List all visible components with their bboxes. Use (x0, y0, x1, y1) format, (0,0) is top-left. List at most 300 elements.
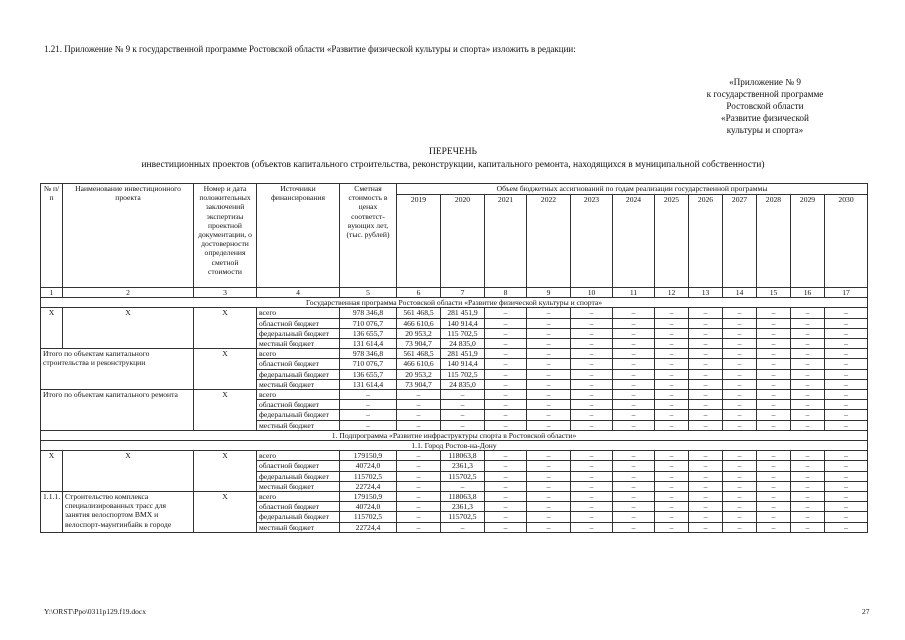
funding-source: областной бюджет (257, 359, 340, 369)
row-expertise: Х (194, 492, 257, 533)
appendix-line: к государственной программе (706, 89, 824, 99)
value-year: – (825, 502, 868, 512)
value-year: – (757, 318, 791, 328)
value-year: – (613, 481, 655, 491)
value-year: – (757, 379, 791, 389)
column-number: 4 (257, 288, 340, 298)
header-year: 2030 (825, 195, 868, 288)
value-year: – (485, 522, 527, 532)
funding-source: областной бюджет (257, 461, 340, 471)
appendix-line: «Приложение № 9 (729, 77, 801, 87)
value-2020: 118063,8 (441, 451, 485, 461)
value-2020: 115702,5 (441, 512, 485, 522)
value-2019: – (397, 522, 441, 532)
value-year: – (571, 390, 613, 400)
value-2019: 73 904,7 (397, 379, 441, 389)
value-2019: 20 953,2 (397, 369, 441, 379)
estimated-cost: – (340, 400, 397, 410)
funding-source: всего (257, 349, 340, 359)
column-number: 2 (63, 288, 194, 298)
funding-source: всего (257, 390, 340, 400)
value-year: – (655, 471, 689, 481)
value-year: – (723, 308, 757, 318)
value-year: – (613, 318, 655, 328)
value-year: – (723, 481, 757, 491)
value-year: – (571, 379, 613, 389)
value-year: – (723, 400, 757, 410)
value-year: – (689, 410, 723, 420)
value-year: – (655, 492, 689, 502)
column-number: 7 (441, 288, 485, 298)
estimated-cost: 978 346,8 (340, 308, 397, 318)
value-year: – (791, 339, 825, 349)
value-year: – (825, 481, 868, 491)
value-year: – (613, 492, 655, 502)
value-year: – (825, 461, 868, 471)
value-2020: – (441, 522, 485, 532)
value-2019: – (397, 390, 441, 400)
value-year: – (825, 328, 868, 338)
value-year: – (613, 522, 655, 532)
value-year: – (689, 461, 723, 471)
value-year: – (655, 318, 689, 328)
value-year: – (571, 461, 613, 471)
appendix-line: «Развитие физической (721, 113, 809, 123)
value-year: – (791, 410, 825, 420)
header-num: № п/п (41, 184, 63, 288)
value-year: – (571, 318, 613, 328)
value-2019: – (397, 461, 441, 471)
value-2019: – (397, 492, 441, 502)
value-year: – (613, 502, 655, 512)
value-year: – (613, 308, 655, 318)
row-num: 1.1.1. (41, 492, 63, 533)
value-year: – (791, 512, 825, 522)
value-year: – (723, 339, 757, 349)
value-2019: 561 468,5 (397, 308, 441, 318)
value-year: – (571, 359, 613, 369)
funding-source: федеральный бюджет (257, 369, 340, 379)
value-year: – (791, 379, 825, 389)
value-year: – (485, 390, 527, 400)
section-heading: Государственная программа Ростовской области «Развитие физической культуры и спорта» (41, 298, 868, 308)
value-year: – (757, 522, 791, 532)
value-year: – (613, 390, 655, 400)
intro-paragraph: 1.21. Приложение № 9 к государственной программе Ростовской области «Развитие физической культуры и спорта» изложить в редакции: (44, 44, 576, 54)
table-row (41, 349, 868, 359)
value-year: – (791, 502, 825, 512)
value-year: – (689, 318, 723, 328)
value-year: – (655, 369, 689, 379)
header-estimated-cost: Сметная стоимость в ценах соответст-вующих лет, (тыс. рублей) (340, 184, 397, 288)
value-year: – (825, 379, 868, 389)
value-2019: – (397, 451, 441, 461)
value-year: – (689, 492, 723, 502)
funding-source: федеральный бюджет (257, 471, 340, 481)
value-year: – (485, 359, 527, 369)
appendix-heading (690, 76, 840, 136)
value-year: – (571, 481, 613, 491)
value-year: – (571, 471, 613, 481)
value-year: – (791, 318, 825, 328)
value-2019: 73 904,7 (397, 339, 441, 349)
header-funding-source: Источники финансирования (257, 184, 340, 288)
row-num: Х (41, 308, 63, 349)
estimated-cost: 131 614,4 (340, 379, 397, 389)
value-year: – (757, 512, 791, 522)
header-year: 2027 (723, 195, 757, 288)
value-year: – (527, 471, 571, 481)
funding-source: федеральный бюджет (257, 512, 340, 522)
value-year: – (689, 451, 723, 461)
value-year: – (571, 410, 613, 420)
value-2020: 115 702,5 (441, 328, 485, 338)
value-year: – (723, 512, 757, 522)
value-year: – (485, 461, 527, 471)
value-year: – (825, 471, 868, 481)
funding-source: местный бюджет (257, 481, 340, 491)
table-row (41, 492, 868, 502)
footer-file-path: Y:\ORST\Ppo\0311p129.f19.docx (44, 607, 146, 616)
funding-source: местный бюджет (257, 339, 340, 349)
value-year: – (723, 451, 757, 461)
value-year: – (655, 522, 689, 532)
value-year: – (655, 400, 689, 410)
header-year: 2024 (613, 195, 655, 288)
value-year: – (485, 400, 527, 410)
value-year: – (757, 451, 791, 461)
estimated-cost: 136 655,7 (340, 328, 397, 338)
value-2020: 24 835,0 (441, 379, 485, 389)
value-year: – (613, 379, 655, 389)
value-year: – (689, 369, 723, 379)
value-year: – (655, 502, 689, 512)
value-2019: – (397, 471, 441, 481)
value-year: – (825, 339, 868, 349)
value-year: – (527, 359, 571, 369)
value-year: – (723, 359, 757, 369)
value-2020: – (441, 400, 485, 410)
value-year: – (825, 349, 868, 359)
value-year: – (723, 379, 757, 389)
value-year: – (613, 339, 655, 349)
value-year: – (723, 502, 757, 512)
value-2020: 115 702,5 (441, 369, 485, 379)
row-project-name: Х (63, 451, 194, 492)
value-year: – (485, 502, 527, 512)
value-year: – (485, 369, 527, 379)
value-year: – (655, 328, 689, 338)
estimated-cost: 22724,4 (340, 481, 397, 491)
estimated-cost: 978 346,8 (340, 349, 397, 359)
value-year: – (485, 379, 527, 389)
value-year: – (791, 471, 825, 481)
value-year: – (571, 512, 613, 522)
value-year: – (527, 379, 571, 389)
value-year: – (655, 339, 689, 349)
value-year: – (485, 451, 527, 461)
value-year: – (757, 400, 791, 410)
value-year: – (571, 502, 613, 512)
value-year: – (791, 359, 825, 369)
value-2020: 115702,5 (441, 471, 485, 481)
value-year: – (689, 502, 723, 512)
estimated-cost: 710 076,7 (340, 318, 397, 328)
section-heading: 1. Подпрограмма «Развитие инфраструктуры спорта в Ростовской области» (41, 430, 868, 440)
column-number: 14 (723, 288, 757, 298)
row-label: Итого по объектам капитального ремонта (41, 390, 194, 431)
value-2019: – (397, 481, 441, 491)
estimated-cost: 22724,4 (340, 522, 397, 532)
column-number: 6 (397, 288, 441, 298)
value-year: – (757, 339, 791, 349)
row-expertise: Х (194, 349, 257, 390)
value-2019: 561 468,5 (397, 349, 441, 359)
value-year: – (655, 390, 689, 400)
value-year: – (757, 410, 791, 420)
header-year: 2025 (655, 195, 689, 288)
value-year: – (791, 451, 825, 461)
footer-page-number: 27 (862, 607, 870, 616)
value-year: – (723, 328, 757, 338)
value-year: – (689, 339, 723, 349)
value-year: – (571, 451, 613, 461)
value-year: – (527, 481, 571, 491)
value-year: – (527, 522, 571, 532)
value-year: – (655, 308, 689, 318)
funding-source: местный бюджет (257, 420, 340, 430)
row-project-name: Х (63, 308, 194, 349)
estimated-cost: – (340, 420, 397, 430)
value-year: – (757, 481, 791, 491)
funding-source: областной бюджет (257, 318, 340, 328)
column-number: 15 (757, 288, 791, 298)
value-year: – (485, 318, 527, 328)
value-year: – (791, 481, 825, 491)
value-2020: 118063,8 (441, 492, 485, 502)
value-year: – (825, 318, 868, 328)
value-year: – (757, 420, 791, 430)
value-year: – (791, 328, 825, 338)
estimated-cost: 115702,5 (340, 471, 397, 481)
value-2020: 140 914,4 (441, 318, 485, 328)
value-2020: 140 914,4 (441, 359, 485, 369)
value-year: – (791, 420, 825, 430)
value-year: – (791, 349, 825, 359)
value-year: – (825, 390, 868, 400)
value-year: – (613, 400, 655, 410)
value-year: – (613, 461, 655, 471)
estimated-cost: 179150,9 (340, 451, 397, 461)
investment-projects-table (40, 183, 868, 533)
section-heading: 1.1. Город Ростов-на-Дону (41, 441, 868, 451)
value-year: – (723, 410, 757, 420)
value-year: – (757, 461, 791, 471)
value-year: – (571, 369, 613, 379)
estimated-cost: 710 076,7 (340, 359, 397, 369)
header-years-group: Объем бюджетных ассигнований по годам реализации государственной программы (397, 184, 868, 195)
column-number: 5 (340, 288, 397, 298)
value-year: – (527, 308, 571, 318)
header-year: 2020 (441, 195, 485, 288)
value-year: – (571, 349, 613, 359)
value-year: – (613, 359, 655, 369)
value-year: – (613, 328, 655, 338)
value-year: – (689, 481, 723, 491)
value-year: – (613, 451, 655, 461)
value-year: – (485, 512, 527, 522)
value-2020: 2361,3 (441, 502, 485, 512)
estimated-cost: – (340, 410, 397, 420)
value-year: – (791, 308, 825, 318)
value-year: – (825, 410, 868, 420)
row-expertise: Х (194, 390, 257, 431)
column-number: 17 (825, 288, 868, 298)
value-2020: – (441, 390, 485, 400)
value-2020: – (441, 410, 485, 420)
appendix-line: Ростовской области (726, 101, 804, 111)
header-expertise: Номер и дата положительных заключений экспертизы проектной документации, о достоверности определения сметной стоимости (194, 184, 257, 288)
value-year: – (825, 522, 868, 532)
value-year: – (655, 420, 689, 430)
value-year: – (791, 390, 825, 400)
value-year: – (655, 349, 689, 359)
value-2020: – (441, 481, 485, 491)
value-year: – (689, 328, 723, 338)
value-year: – (527, 461, 571, 471)
value-year: – (571, 420, 613, 430)
value-year: – (613, 410, 655, 420)
funding-source: областной бюджет (257, 502, 340, 512)
value-year: – (655, 410, 689, 420)
city-row (41, 441, 868, 451)
appendix-line: культуры и спорта» (726, 125, 804, 135)
header-year: 2021 (485, 195, 527, 288)
value-2019: 20 953,2 (397, 328, 441, 338)
value-year: – (571, 400, 613, 410)
value-year: – (757, 502, 791, 512)
value-year: – (485, 349, 527, 359)
funding-source: местный бюджет (257, 379, 340, 389)
value-year: – (571, 308, 613, 318)
value-year: – (689, 420, 723, 430)
header-project-name: Наименование инвестиционного проекта (63, 184, 194, 288)
header-year: 2026 (689, 195, 723, 288)
value-year: – (613, 369, 655, 379)
row-expertise: Х (194, 308, 257, 349)
value-year: – (791, 522, 825, 532)
value-year: – (689, 379, 723, 389)
value-year: – (485, 471, 527, 481)
value-year: – (689, 522, 723, 532)
value-2020: 281 451,9 (441, 349, 485, 359)
value-year: – (485, 481, 527, 491)
funding-source: федеральный бюджет (257, 410, 340, 420)
value-year: – (571, 339, 613, 349)
value-2019: – (397, 410, 441, 420)
value-year: – (757, 471, 791, 481)
value-year: – (689, 390, 723, 400)
value-year: – (655, 379, 689, 389)
row-expertise: Х (194, 451, 257, 492)
header-year: 2029 (791, 195, 825, 288)
value-year: – (571, 328, 613, 338)
value-year: – (723, 349, 757, 359)
value-year: – (527, 492, 571, 502)
value-year: – (723, 461, 757, 471)
value-year: – (689, 308, 723, 318)
value-year: – (613, 420, 655, 430)
value-2019: – (397, 400, 441, 410)
value-year: – (527, 512, 571, 522)
table-row (41, 390, 868, 400)
value-year: – (527, 390, 571, 400)
column-number: 8 (485, 288, 527, 298)
value-year: – (723, 492, 757, 502)
value-year: – (825, 308, 868, 318)
column-number: 13 (689, 288, 723, 298)
value-2020: 2361,3 (441, 461, 485, 471)
document-title: ПЕРЕЧЕНЬ (428, 147, 478, 157)
value-year: – (825, 420, 868, 430)
value-year: – (689, 512, 723, 522)
subprogram-row (41, 430, 868, 440)
column-number: 9 (527, 288, 571, 298)
estimated-cost: 131 614,4 (340, 339, 397, 349)
value-year: – (757, 369, 791, 379)
value-year: – (655, 512, 689, 522)
value-year: – (613, 349, 655, 359)
value-year: – (485, 308, 527, 318)
value-year: – (723, 390, 757, 400)
value-year: – (689, 349, 723, 359)
value-year: – (527, 318, 571, 328)
value-year: – (527, 328, 571, 338)
value-year: – (825, 359, 868, 369)
column-number: 16 (791, 288, 825, 298)
value-year: – (825, 369, 868, 379)
value-year: – (571, 522, 613, 532)
value-year: – (655, 359, 689, 369)
value-year: – (791, 492, 825, 502)
value-year: – (791, 461, 825, 471)
value-2019: – (397, 502, 441, 512)
funding-source: всего (257, 451, 340, 461)
value-year: – (527, 420, 571, 430)
value-year: – (613, 471, 655, 481)
value-2019: – (397, 512, 441, 522)
value-year: – (527, 349, 571, 359)
value-year: – (485, 492, 527, 502)
value-year: – (527, 502, 571, 512)
value-year: – (485, 410, 527, 420)
column-number: 1 (41, 288, 63, 298)
value-2020: – (441, 420, 485, 430)
estimated-cost: 115702,5 (340, 512, 397, 522)
value-year: – (655, 481, 689, 491)
value-2020: 281 451,9 (441, 308, 485, 318)
value-2019: – (397, 420, 441, 430)
value-year: – (689, 400, 723, 410)
value-year: – (527, 369, 571, 379)
value-year: – (723, 420, 757, 430)
column-number: 12 (655, 288, 689, 298)
value-year: – (527, 410, 571, 420)
header-year: 2023 (571, 195, 613, 288)
program-row (41, 298, 868, 308)
column-number: 11 (613, 288, 655, 298)
value-year: – (527, 400, 571, 410)
